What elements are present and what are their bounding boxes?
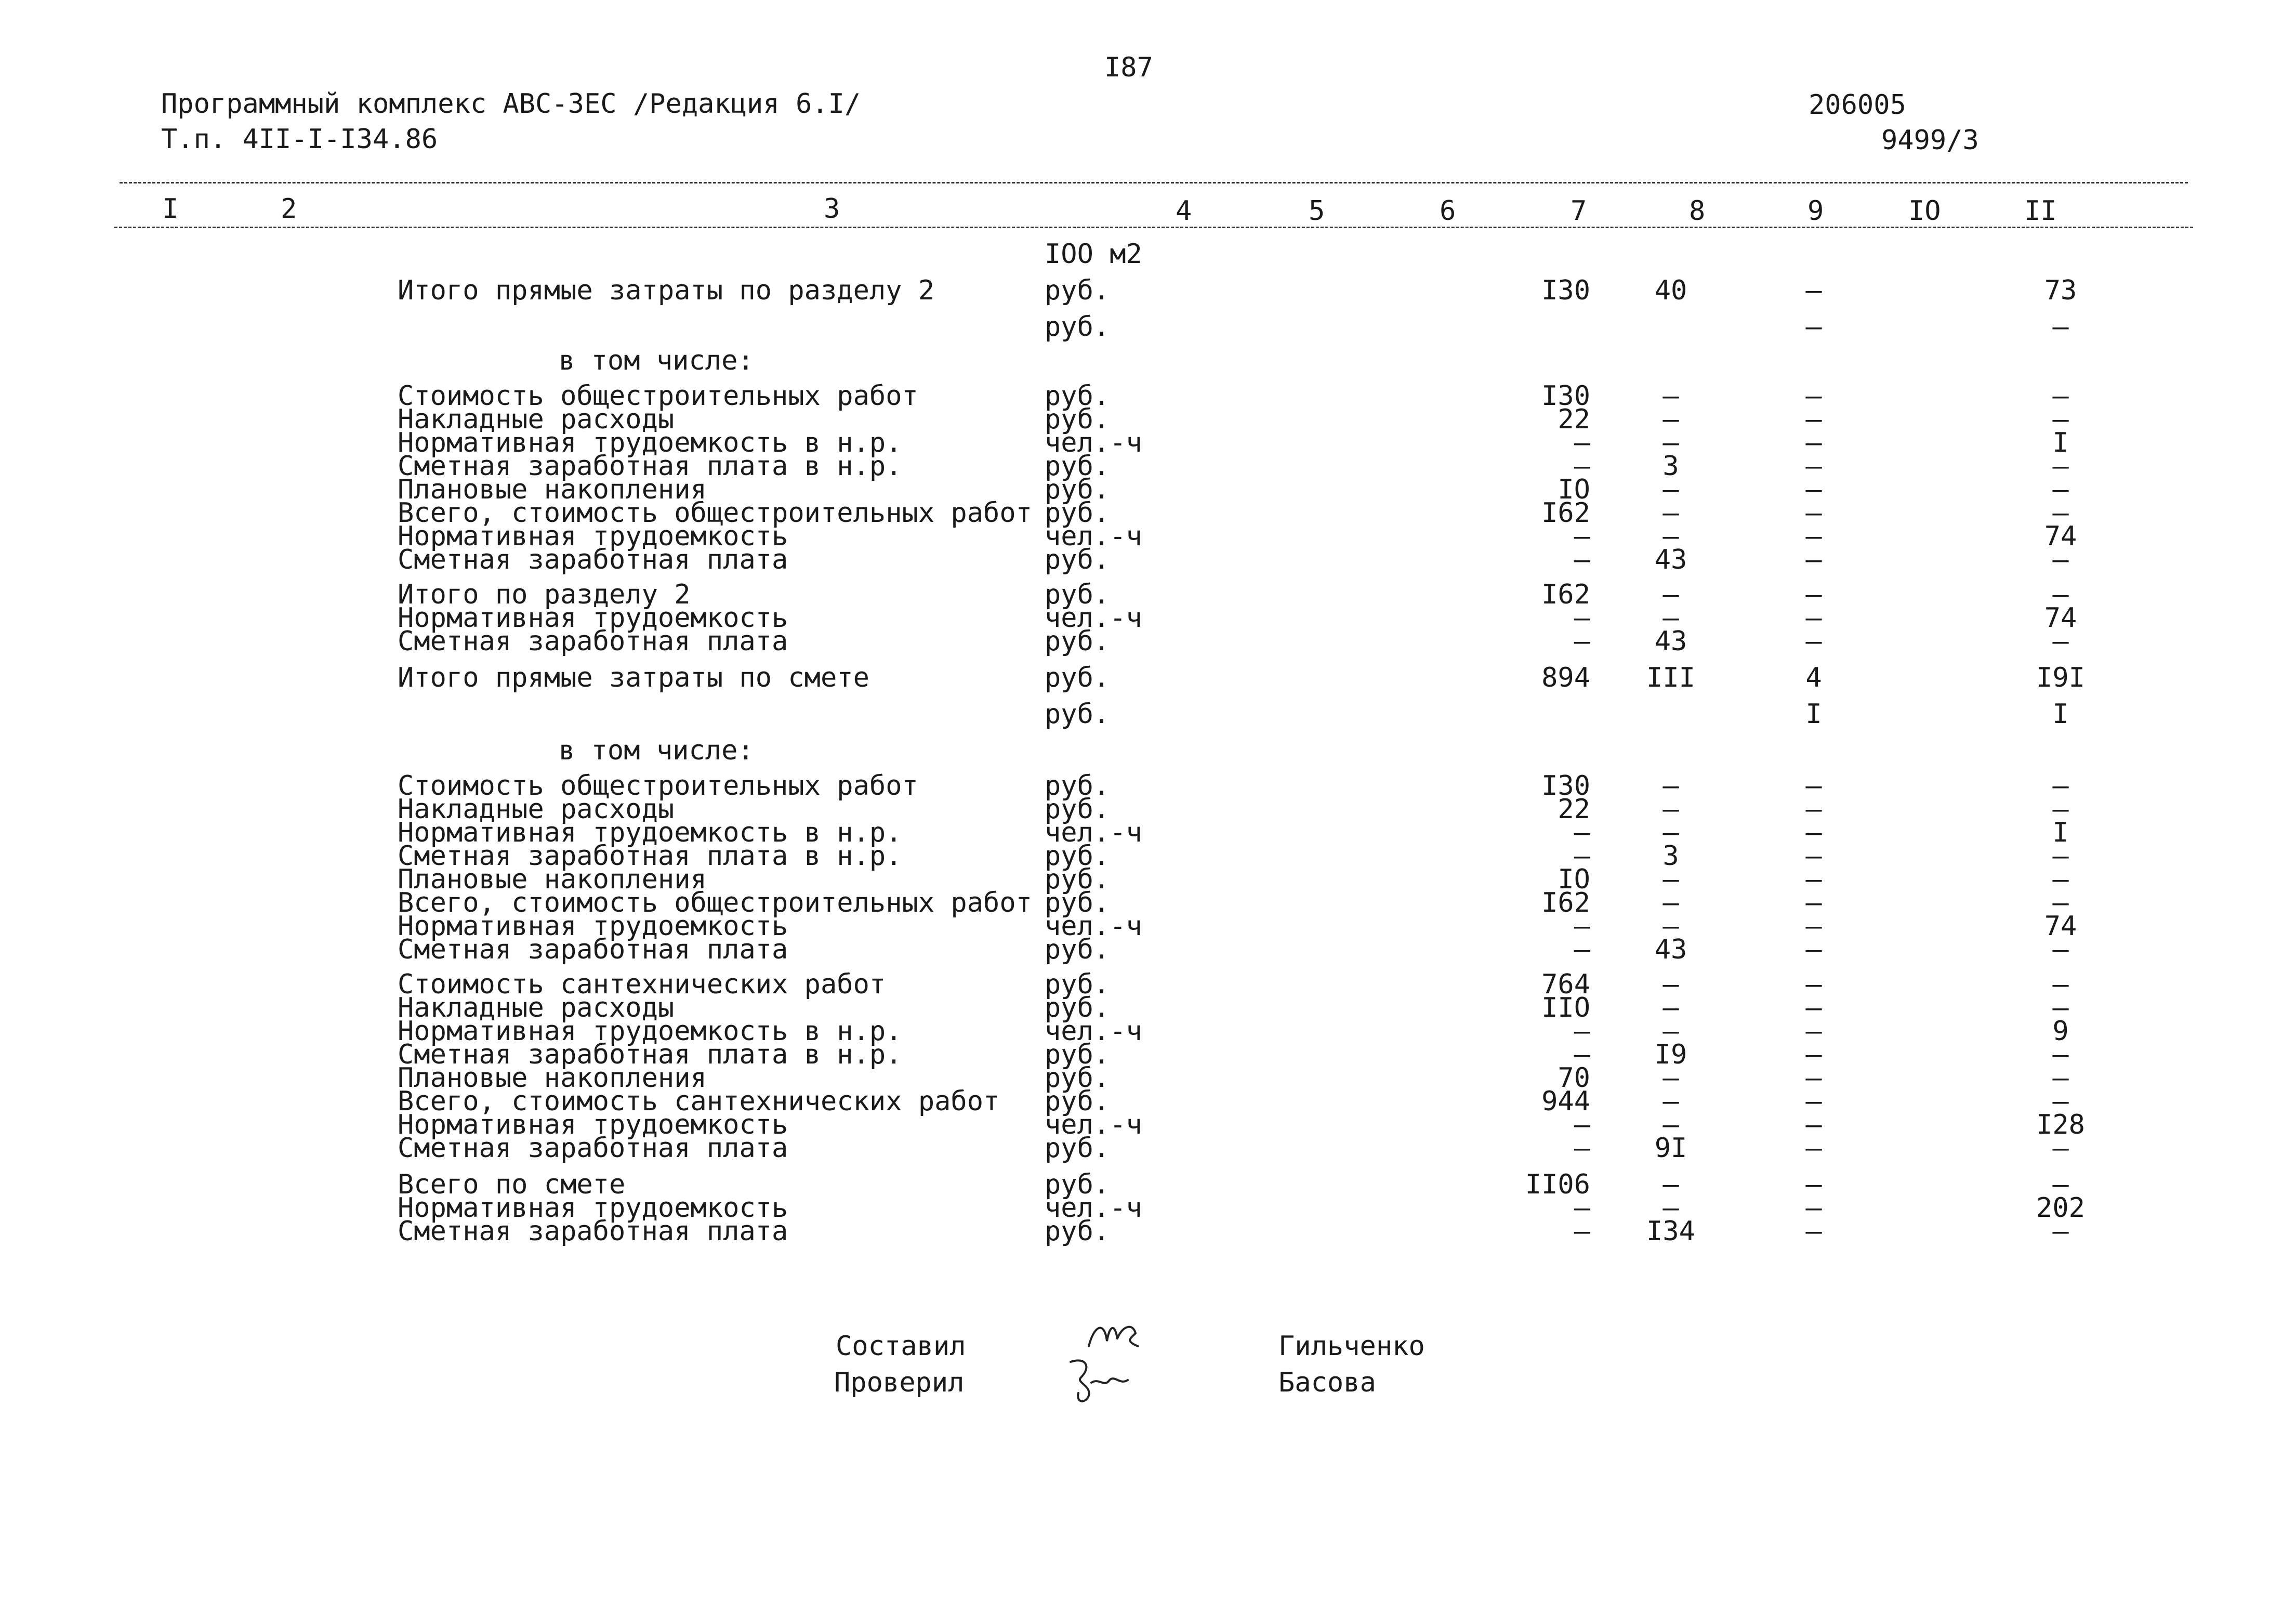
col8-value: – [1662, 1109, 1679, 1140]
row-label: Всего, стоимость общестроительных работ [398, 887, 1032, 918]
col9-value: – [1805, 1133, 1822, 1164]
row-label: Сметная заработная плата [398, 1216, 788, 1247]
row-label: Накладные расходы [398, 794, 675, 825]
col9-value: – [1805, 992, 1822, 1023]
table-row [0, 275, 2296, 306]
col9-value: – [1805, 969, 1822, 1000]
row-label: Итого прямые затраты по разделу 2 [398, 275, 935, 306]
table-row [0, 1039, 2296, 1070]
table-row [0, 602, 2296, 634]
col9-value: – [1805, 544, 1822, 575]
table-row [0, 662, 2296, 693]
col8-value: – [1662, 1062, 1679, 1094]
col7-value: – [1574, 544, 1590, 575]
col9-value: – [1805, 887, 1822, 918]
table-row [0, 817, 2296, 848]
col7-value: – [1574, 817, 1590, 848]
col9-value: – [1805, 275, 1822, 306]
col7-value: 22 [1558, 404, 1590, 435]
col7-value: – [1574, 1192, 1590, 1224]
col7-value: – [1574, 1133, 1590, 1164]
row-label: Нормативная трудоемкость [398, 911, 788, 942]
row-unit: руб. [1045, 969, 1110, 1000]
table-row [0, 311, 2296, 343]
col8-value: – [1662, 380, 1679, 412]
col7-value: – [1574, 521, 1590, 552]
row-unit: руб. [1045, 311, 1110, 343]
col11-value: – [2052, 1062, 2069, 1094]
column-number: 3 [824, 193, 840, 225]
row-label: в том числе: [559, 735, 754, 766]
col11-value: I28 [2036, 1109, 2085, 1140]
handwritten-signature-1 [1081, 1310, 1149, 1357]
table-row [0, 1133, 2296, 1164]
col11-value: I [2052, 699, 2069, 730]
col11-value: – [2052, 794, 2069, 825]
column-number: 7 [1571, 195, 1587, 227]
row-unit: чел.-ч [1045, 1192, 1142, 1224]
col8-value: – [1662, 992, 1679, 1023]
col11-value: 74 [2044, 911, 2077, 942]
col7-value: 894 [1541, 662, 1590, 693]
col9-value: – [1805, 380, 1822, 412]
table-row [0, 841, 2296, 872]
table-row [0, 1192, 2296, 1224]
col8-value: – [1662, 911, 1679, 942]
col9-value: – [1805, 1192, 1822, 1224]
table-row [0, 794, 2296, 825]
row-label: Нормативная трудоемкость [398, 521, 788, 552]
col11-value: – [2052, 1133, 2069, 1164]
col8-value: – [1662, 602, 1679, 634]
row-unit: чел.-ч [1045, 1016, 1142, 1047]
col7-value: – [1574, 911, 1590, 942]
row-label: Всего, стоимость общестроительных работ [398, 497, 1032, 529]
row-unit: руб. [1045, 864, 1110, 895]
col8-value: I34 [1646, 1216, 1695, 1247]
col9-value: – [1805, 817, 1822, 848]
col8-value: I9 [1654, 1039, 1687, 1070]
row-label: Нормативная трудоемкость в н.р. [398, 817, 902, 848]
table-row [0, 451, 2296, 482]
col11-value: – [2052, 770, 2069, 802]
col9-value: 4 [1805, 662, 1822, 693]
col11-value: 74 [2044, 602, 2077, 634]
col8-value: – [1662, 864, 1679, 895]
col11-value: – [2052, 1216, 2069, 1247]
col11-value: – [2052, 311, 2069, 343]
column-number: 9 [1807, 195, 1824, 227]
table-row [0, 626, 2296, 657]
row-label: Стоимость сантехнических работ [398, 969, 886, 1000]
col11-value: – [2052, 841, 2069, 872]
col11-value: – [2052, 474, 2069, 505]
sheet-number: 9499/3 [1881, 125, 1979, 156]
row-label: Всего, стоимость сантехнических работ [398, 1086, 1000, 1117]
col8-value: 3 [1662, 841, 1679, 872]
col8-value: – [1662, 969, 1679, 1000]
table-row [0, 521, 2296, 552]
compiled-by-name: Гильченко [1278, 1331, 1425, 1362]
col11-value: I [2052, 817, 2069, 848]
col11-value: – [2052, 864, 2069, 895]
col8-value: 3 [1662, 451, 1679, 482]
row-unit: руб. [1045, 497, 1110, 529]
col11-value: – [2052, 934, 2069, 965]
table-row [0, 404, 2296, 435]
row-unit: руб. [1045, 404, 1110, 435]
row-unit: руб. [1045, 275, 1110, 306]
col9-value: – [1805, 1216, 1822, 1247]
col9-value: – [1805, 770, 1822, 802]
row-unit: руб. [1045, 474, 1110, 505]
col9-value: – [1805, 579, 1822, 610]
table-row [0, 864, 2296, 895]
col7-value: I62 [1541, 887, 1590, 918]
table-row [0, 1109, 2296, 1140]
row-label: Нормативная трудоемкость в н.р. [398, 427, 902, 458]
col9-value: I [1805, 699, 1822, 730]
col9-value: – [1805, 864, 1822, 895]
column-number: II [2024, 195, 2057, 227]
document-code: 206005 [1809, 89, 1906, 121]
col11-value: – [2052, 887, 2069, 918]
row-label: Сметная заработная плата в н.р. [398, 451, 902, 482]
col9-value: – [1805, 1169, 1822, 1200]
row-label: Плановые накопления [398, 1062, 707, 1094]
row-unit: руб. [1045, 887, 1110, 918]
col8-value: – [1662, 887, 1679, 918]
col7-value: IO [1558, 474, 1590, 505]
col9-value: – [1805, 311, 1822, 343]
col9-value: – [1805, 934, 1822, 965]
table-row [0, 969, 2296, 1000]
header-top-rule [120, 182, 2188, 183]
row-unit: руб. [1045, 544, 1110, 575]
row-unit: чел.-ч [1045, 817, 1142, 848]
col7-value: I30 [1541, 380, 1590, 412]
col11-value: – [2052, 1086, 2069, 1117]
col7-value: I62 [1541, 497, 1590, 529]
table-row [0, 1216, 2296, 1247]
col11-value: – [2052, 1039, 2069, 1070]
col8-value: – [1662, 1086, 1679, 1117]
row-unit: руб. [1045, 934, 1110, 965]
row-label: Стоимость общестроительных работ [398, 380, 918, 412]
table-row [0, 934, 2296, 965]
column-number: I [162, 193, 179, 225]
col11-value: I9I [2036, 662, 2085, 693]
row-label: Накладные расходы [398, 404, 675, 435]
col9-value: – [1805, 626, 1822, 657]
row-unit: руб. [1045, 992, 1110, 1023]
row-label: Плановые накопления [398, 864, 707, 895]
row-label: Сметная заработная плата [398, 934, 788, 965]
col11-value: 74 [2044, 521, 2077, 552]
col8-value: 9I [1654, 1133, 1687, 1164]
row-unit: руб. [1045, 794, 1110, 825]
col9-value: – [1805, 1062, 1822, 1094]
checked-by-label: Проверил [834, 1367, 965, 1398]
col11-value: 73 [2044, 275, 2077, 306]
table-row [0, 1086, 2296, 1117]
column-number: 8 [1689, 195, 1706, 227]
table-row [0, 735, 2296, 766]
column-number: 5 [1309, 195, 1325, 227]
row-unit: руб. [1045, 451, 1110, 482]
row-label: в том числе: [559, 345, 754, 376]
header-bottom-rule [114, 227, 2193, 228]
col7-value: 70 [1558, 1062, 1590, 1094]
row-unit: руб. [1045, 699, 1110, 730]
col8-value: – [1662, 794, 1679, 825]
row-unit: руб. [1045, 1216, 1110, 1247]
col7-value: – [1574, 1109, 1590, 1140]
col8-value: 43 [1654, 934, 1687, 965]
row-label: Нормативная трудоемкость [398, 1109, 788, 1140]
handwritten-signature-2 [1060, 1351, 1138, 1409]
row-label: Накладные расходы [398, 992, 675, 1023]
row-unit: чел.-ч [1045, 602, 1142, 634]
table-row [0, 1062, 2296, 1094]
row-unit: руб. [1045, 662, 1110, 693]
row-unit: руб. [1045, 380, 1110, 412]
col8-value: 40 [1654, 275, 1687, 306]
table-row [0, 380, 2296, 412]
col8-value: – [1662, 474, 1679, 505]
col11-value: – [2052, 992, 2069, 1023]
row-label: Сметная заработная плата [398, 626, 788, 657]
row-label: Нормативная трудоемкость в н.р. [398, 1016, 902, 1047]
row-label: Сметная заработная плата в н.р. [398, 1039, 902, 1070]
checked-by-name: Басова [1278, 1367, 1376, 1398]
table-row [0, 1016, 2296, 1047]
col8-value: 43 [1654, 626, 1687, 657]
col9-value: – [1805, 794, 1822, 825]
table-row [0, 427, 2296, 458]
col8-value: III [1646, 662, 1695, 693]
col7-value: II06 [1525, 1169, 1590, 1200]
col9-value: – [1805, 1016, 1822, 1047]
col11-value: – [2052, 380, 2069, 412]
col7-value: IO [1558, 864, 1590, 895]
row-unit: чел.-ч [1045, 521, 1142, 552]
table-row [0, 544, 2296, 575]
col11-value: – [2052, 544, 2069, 575]
col8-value: – [1662, 404, 1679, 435]
col8-value: – [1662, 1016, 1679, 1047]
page-number: I87 [1104, 52, 1153, 83]
col7-value: 764 [1541, 969, 1590, 1000]
col11-value: – [2052, 969, 2069, 1000]
col9-value: – [1805, 841, 1822, 872]
col7-value: – [1574, 841, 1590, 872]
col8-value: – [1662, 521, 1679, 552]
table-row [0, 911, 2296, 942]
column-number: 2 [281, 193, 297, 225]
col9-value: – [1805, 1039, 1822, 1070]
program-title: Программный комплекс АВС-ЗЕС /Редакция 6.I/ [161, 88, 861, 120]
col7-value: – [1574, 451, 1590, 482]
table-row [0, 579, 2296, 610]
col7-value: 944 [1541, 1086, 1590, 1117]
col8-value: – [1662, 579, 1679, 610]
col11-value: – [2052, 1169, 2069, 1200]
row-label: Итого по разделу 2 [398, 579, 691, 610]
table-row [0, 497, 2296, 529]
col7-value: IIO [1541, 992, 1590, 1023]
col7-value: – [1574, 934, 1590, 965]
row-unit: руб. [1045, 1062, 1110, 1094]
col7-value: – [1574, 1039, 1590, 1070]
col7-value: – [1574, 1016, 1590, 1047]
column-number: IO [1908, 195, 1941, 227]
row-label: Плановые накопления [398, 474, 707, 505]
row-unit: руб. [1045, 579, 1110, 610]
col9-value: – [1805, 474, 1822, 505]
col11-value: – [2052, 626, 2069, 657]
col8-value: – [1662, 817, 1679, 848]
compiled-by-label: Составил [836, 1331, 966, 1362]
row-unit: руб. [1045, 1169, 1110, 1200]
col8-value: – [1662, 1169, 1679, 1200]
row-unit: чел.-ч [1045, 911, 1142, 942]
row-label: Сметная заработная плата в н.р. [398, 841, 902, 872]
row-unit: чел.-ч [1045, 1109, 1142, 1140]
row-label: Нормативная трудоемкость [398, 602, 788, 634]
col11-value: 9 [2052, 1016, 2069, 1047]
column-number: 6 [1440, 195, 1456, 227]
col8-value: – [1662, 427, 1679, 458]
col9-value: – [1805, 427, 1822, 458]
col7-value: 22 [1558, 794, 1590, 825]
col8-value: – [1662, 770, 1679, 802]
table-row [0, 239, 2296, 270]
col11-value: – [2052, 497, 2069, 529]
col9-value: – [1805, 404, 1822, 435]
col7-value: I62 [1541, 579, 1590, 610]
table-row [0, 699, 2296, 730]
project-code: Т.п. 4II-I-I34.86 [161, 124, 438, 155]
col9-value: – [1805, 497, 1822, 529]
table-row [0, 1169, 2296, 1200]
table-row [0, 770, 2296, 802]
row-label: Сметная заработная плата [398, 1133, 788, 1164]
col9-value: – [1805, 451, 1822, 482]
row-unit: руб. [1045, 1086, 1110, 1117]
row-label: Всего по смете [398, 1169, 626, 1200]
col9-value: – [1805, 1086, 1822, 1117]
row-unit: руб. [1045, 841, 1110, 872]
table-row [0, 887, 2296, 918]
col7-value: I30 [1541, 275, 1590, 306]
col7-value: – [1574, 602, 1590, 634]
col7-value: I30 [1541, 770, 1590, 802]
col11-value: 202 [2036, 1192, 2085, 1224]
row-unit: IOO м2 [1045, 239, 1142, 270]
row-label: Нормативная трудоемкость [398, 1192, 788, 1224]
row-unit: чел.-ч [1045, 427, 1142, 458]
col11-value: – [2052, 404, 2069, 435]
col8-value: – [1662, 1192, 1679, 1224]
row-unit: руб. [1045, 1039, 1110, 1070]
col9-value: – [1805, 911, 1822, 942]
col8-value: 43 [1654, 544, 1687, 575]
col7-value: – [1574, 427, 1590, 458]
col7-value: – [1574, 626, 1590, 657]
table-row [0, 345, 2296, 376]
row-label: Стоимость общестроительных работ [398, 770, 918, 802]
table-row [0, 992, 2296, 1023]
col7-value: – [1574, 1216, 1590, 1247]
row-unit: руб. [1045, 770, 1110, 802]
col11-value: I [2052, 427, 2069, 458]
col9-value: – [1805, 1109, 1822, 1140]
row-label: Сметная заработная плата [398, 544, 788, 575]
col8-value: – [1662, 497, 1679, 529]
col11-value: – [2052, 579, 2069, 610]
col9-value: – [1805, 602, 1822, 634]
col11-value: – [2052, 451, 2069, 482]
row-unit: руб. [1045, 1133, 1110, 1164]
row-label: Итого прямые затраты по смете [398, 662, 869, 693]
row-unit: руб. [1045, 626, 1110, 657]
column-number: 4 [1176, 195, 1192, 227]
table-row [0, 474, 2296, 505]
col9-value: – [1805, 521, 1822, 552]
